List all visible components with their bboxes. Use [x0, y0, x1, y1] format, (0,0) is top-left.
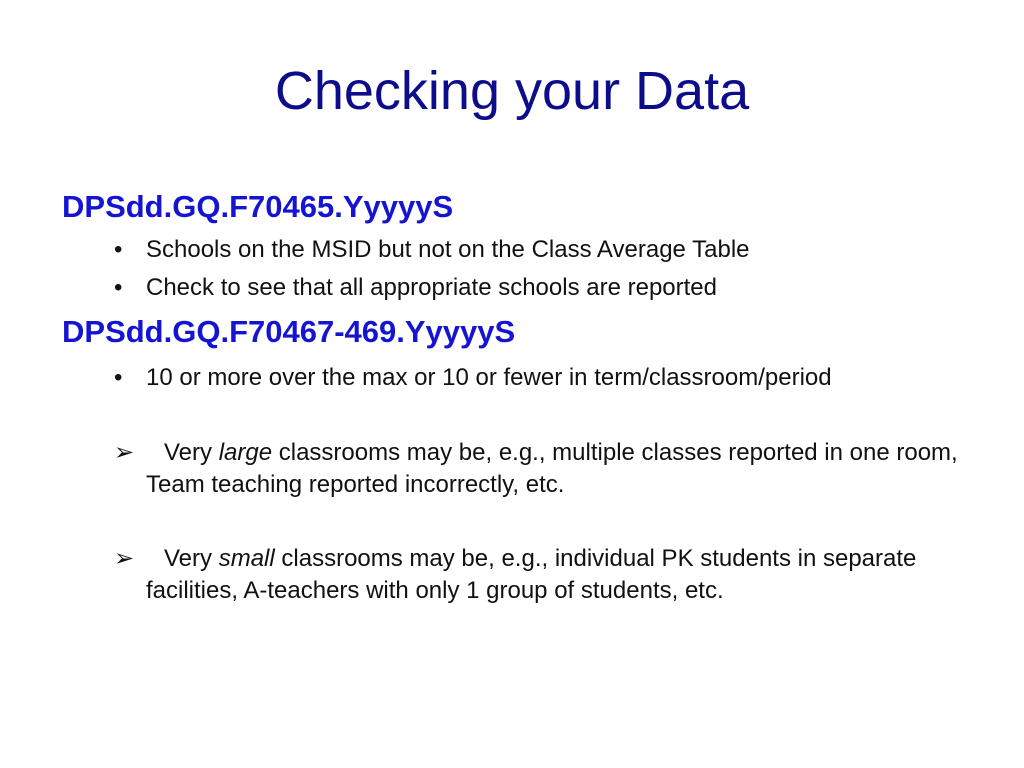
arrow-item-rest: classrooms may be, e.g., individual PK students in separate facilities, A-teachers with only 1 group of students, etc.: [146, 545, 917, 604]
arrow-bullet-icon: ➢: [114, 439, 135, 466]
bullet-item: [114, 366, 832, 390]
section-heading-f70467-469: DPSdd.GQ.F70467-469.YyyyyS: [62, 314, 516, 349]
arrow-item-rest: classrooms may be, e.g., multiple classes reported in one room, Team teaching reported incorrectly, etc.: [146, 439, 958, 498]
bullet-text: Schools on the MSID but not on the Class Average Table: [146, 236, 750, 263]
bullet-item: [114, 276, 717, 300]
bullet-dot: •: [114, 274, 123, 301]
bullet-dot: •: [114, 364, 123, 391]
arrow-item-text: [114, 437, 974, 501]
arrow-bullet-icon: ➢: [114, 545, 135, 572]
arrow-item-text: [114, 543, 974, 607]
arrow-item-emphasis: small: [218, 545, 275, 572]
arrow-item-lead: Very: [164, 439, 213, 466]
bullet-item: [114, 238, 750, 262]
slide-title: Checking your Data: [274, 61, 750, 121]
arrow-item-large: [114, 437, 974, 501]
section-heading-f70465: DPSdd.GQ.F70465.YyyyyS: [62, 189, 454, 224]
bullet-text: Check to see that all appropriate schools are reported: [146, 274, 717, 301]
bullet-text: 10 or more over the max or 10 or fewer in term/classroom/period: [146, 364, 832, 391]
arrow-item-emphasis: large: [218, 439, 273, 466]
bullet-dot: •: [114, 236, 123, 263]
arrow-item-lead: Very: [164, 545, 213, 572]
arrow-item-small: [114, 543, 974, 607]
